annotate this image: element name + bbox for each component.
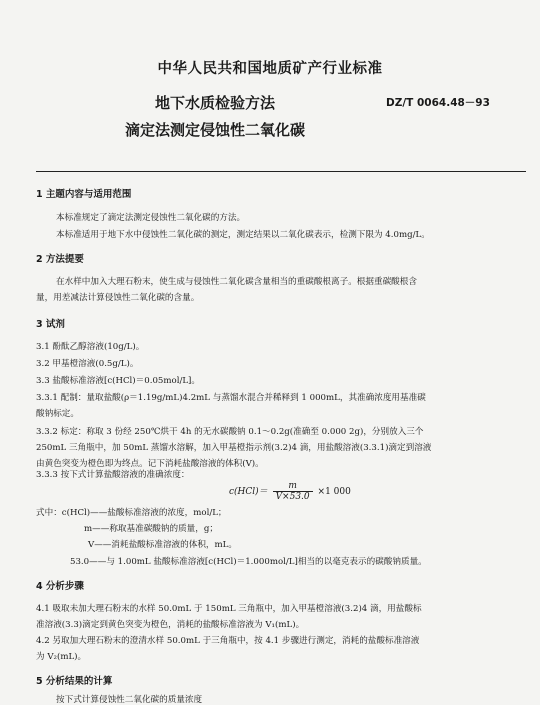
section-2-paragraph-line1: 在水样中加入大理石粉末，使生成与侵蚀性二氧化碳含量相当的重碳酸根离子。根据重碳酸根含 [56, 277, 417, 287]
clause-3-1: 3.1 酚酞乙醇溶液(10g/L)。 [36, 342, 145, 352]
document-title-line2: 滴定法测定侵蚀性二氧化碳 [124, 121, 305, 139]
document-title-line1: 地下水质检验方法 [154, 94, 275, 112]
formula-denominator: V×53.0 [275, 492, 310, 502]
where-clause-1: 式中：c(HCl)——盐酸标准溶液的浓度，mol/L； [36, 508, 227, 518]
section-1-paragraph-2: 本标准适用于地下水中侵蚀性二氧化碳的测定，测定结果以二氧化碳表示，检测下限为 4.0mg/L。 [56, 230, 430, 240]
section-1-paragraph-1: 本标准规定了滴定法测定侵蚀性二氧化碳的方法。 [56, 213, 246, 223]
clause-3-3: 3.3 盐酸标准溶液[c(HCl)＝0.05mol/L]。 [36, 376, 200, 386]
where-clause-2: m——称取基准碳酸钠的质量，g； [84, 524, 218, 534]
clause-3-3-1-line2: 酸钠标定。 [36, 409, 79, 419]
where-clause-4: 53.0——与 1.00mL 盐酸标准溶液[c(HCl)＝1.000mol/L]相当的以毫克表示的碳酸钠质量。 [70, 557, 427, 567]
clause-3-3-3: 3.3.3 按下式计算盐酸溶液的准确浓度： [36, 470, 190, 480]
header-divider [36, 171, 526, 172]
section-3-heading: 3 试剂 [36, 319, 65, 330]
section-4-heading: 4 分析步骤 [36, 581, 84, 592]
clause-4-2-line2: 为 V₂(mL)。 [36, 652, 87, 662]
formula-lhs: c(HCl)＝ [229, 487, 268, 497]
clause-4-1-line1: 4.1 吸取未加大理石粉末的水样 50.0mL 于 150mL 三角瓶中，加入甲基橙溶液(3.2)4 滴，用盐酸标 [36, 604, 422, 614]
concentration-formula [229, 481, 351, 502]
clause-3-3-2-line3: 由黄色突变为橙色即为终点。记下消耗盐酸溶液的体积(V)。 [36, 459, 264, 469]
clause-4-1-line2: 准溶液(3.3)滴定到黄色突变为橙色，消耗的盐酸标准溶液为 V₁(mL)。 [36, 620, 305, 630]
issuing-organization: 中华人民共和国地质矿产行业标准 [157, 61, 383, 77]
formula-rhs: ×1 000 [317, 487, 351, 497]
section-2-paragraph-line2: 量，用差减法计算侵蚀性二氧化碳的含量。 [36, 293, 200, 303]
section-5-heading: 5 分析结果的计算 [36, 676, 113, 687]
clause-3-2: 3.2 甲基橙溶液(0.5g/L)。 [36, 359, 139, 369]
where-clause-3: V——消耗盐酸标准溶液的体积，mL。 [88, 540, 237, 550]
clause-3-3-1-line1: 3.3.1 配制：量取盐酸(ρ＝1.19g/mL)4.2mL 与蒸馏水混合并稀释到 1 000mL，其准确浓度用基准碳 [36, 393, 426, 403]
section-2-heading: 2 方法提要 [36, 254, 84, 265]
standard-code: DZ/T 0064.48－93 [386, 97, 490, 109]
formula-fraction [273, 481, 313, 502]
section-1-heading: 1 主题内容与适用范围 [36, 189, 132, 200]
section-5-paragraph: 按下式计算侵蚀性二氧化碳的质量浓度 [56, 695, 203, 705]
formula-numerator: m [273, 481, 313, 492]
clause-3-3-2-line2: 250mL 三角瓶中，加 50mL 蒸馏水溶解，加入甲基橙指示剂(3.2)4 滴，用盐酸溶液(3.3.1)滴定到溶液 [36, 443, 432, 453]
clause-3-3-2-line1: 3.3.2 标定：称取 3 份经 250℃烘干 4h 的无水碳酸钠 0.1～0.2g(准确至 0.000 2g)，分别放入三个 [36, 427, 424, 437]
clause-4-2-line1: 4.2 另取加大理石粉末的澄清水样 50.0mL 于三角瓶中，按 4.1 步骤进行测定，消耗的盐酸标准溶液 [36, 636, 420, 646]
